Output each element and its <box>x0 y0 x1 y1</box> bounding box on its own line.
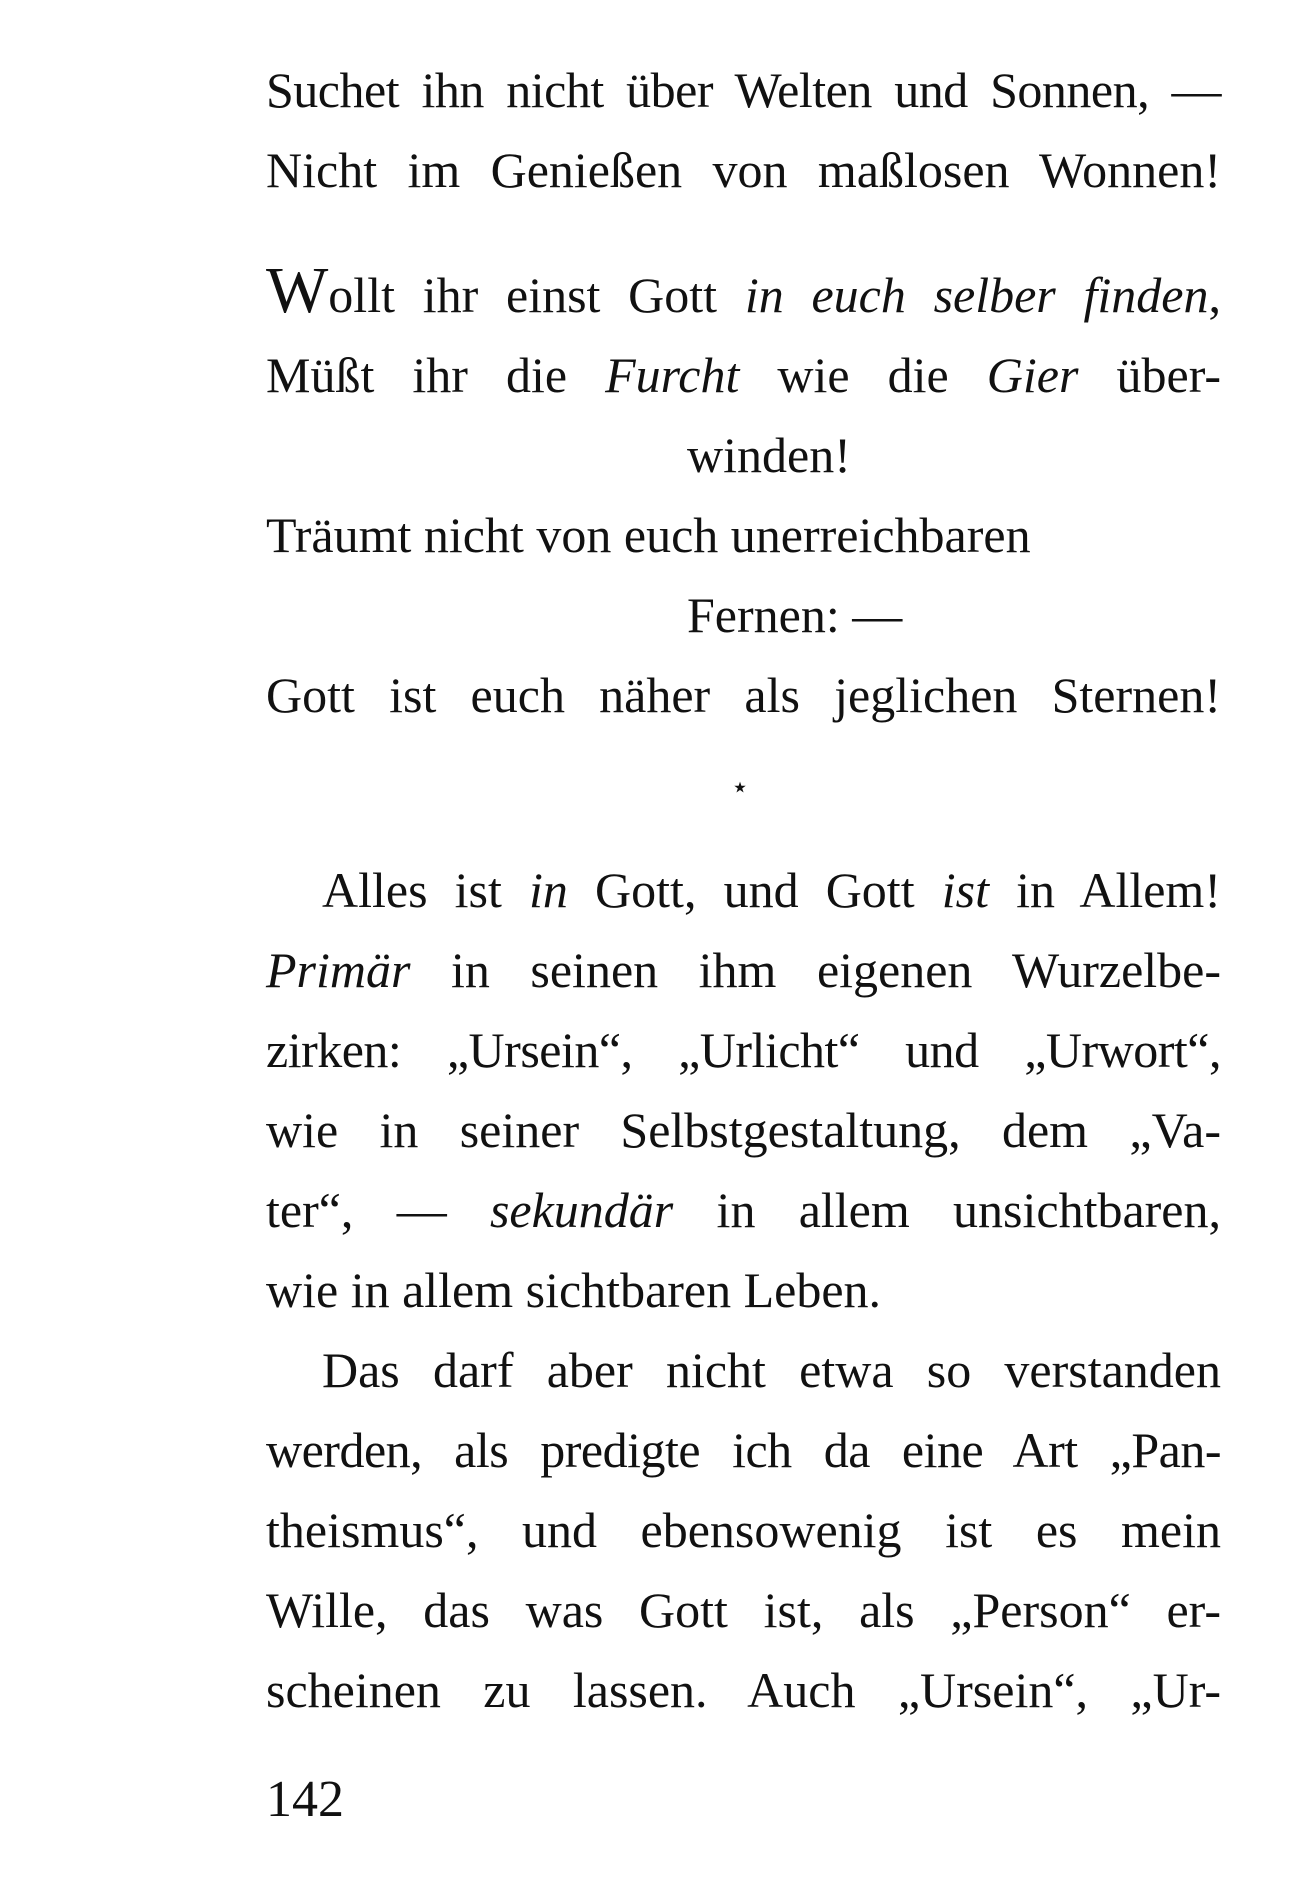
verse-continuation: winden! <box>687 427 851 483</box>
text-run: ter“, — <box>266 1182 490 1238</box>
italic-emphasis: sekundär <box>489 1182 674 1238</box>
prose-line: werden, als predigte ich da eine Art „Pan- <box>266 1422 1221 1478</box>
prose-line: Wille, das was Gott ist, als „Person“ er- <box>266 1582 1221 1638</box>
prose-line: zirken: „Ursein“, „Urlicht“ und „Urwort“, <box>266 1022 1221 1078</box>
italic-emphasis: Furcht <box>605 347 740 403</box>
italic-emphasis: ist <box>941 862 989 918</box>
verse-line: Träumt nicht von euch unerreichbaren <box>266 507 1031 563</box>
italic-emphasis: in <box>529 862 568 918</box>
italic-emphasis: Gier <box>986 347 1079 403</box>
text-run: in Allem! <box>988 862 1221 918</box>
prose-line: Das darf aber nicht etwa so verstanden <box>322 1342 1221 1398</box>
verse-line: Nicht im Genießen von maßlosen Wonnen! <box>266 142 1221 198</box>
initial-letter: W <box>266 254 329 327</box>
text-run: wie die <box>739 347 987 403</box>
italic-emphasis: Primär <box>266 942 411 998</box>
text-run: Alles ist <box>322 862 530 918</box>
page-number: 142 <box>266 1771 344 1828</box>
text-run: über- <box>1078 347 1221 403</box>
prose-line: scheinen zu lassen. Auch „Ursein“, „Ur- <box>266 1662 1221 1718</box>
prose-line <box>266 930 1221 1010</box>
prose-line: wie in seiner Selbstgestaltung, dem „Va- <box>266 1102 1221 1158</box>
text-run: , <box>1208 267 1221 323</box>
section-separator-star: ⋆ <box>730 771 750 804</box>
prose-line <box>322 850 1221 930</box>
verse-continuation: Fernen: — <box>687 587 903 643</box>
prose-line: wie in allem sichtbaren Leben. <box>266 1262 882 1318</box>
verse-line: Gott ist euch näher als jeglichen Sternen! <box>266 667 1221 723</box>
text-run: Müßt ihr die <box>266 347 606 403</box>
text-run: in allem unsichtbaren, <box>673 1182 1221 1238</box>
prose-line <box>266 1170 1221 1250</box>
verse-line <box>266 255 1221 335</box>
text-run: ollt ihr einst Gott <box>328 267 745 323</box>
verse-line: Suchet ihn nicht über Welten und Sonnen, — <box>266 62 1221 118</box>
text-run: in seinen ihm eigenen Wurzelbe- <box>410 942 1221 998</box>
italic-emphasis: in euch selber finden <box>744 267 1209 323</box>
prose-line: theismus“, und ebensowenig ist es mein <box>266 1502 1221 1558</box>
verse-line <box>266 335 1221 415</box>
text-run: Gott, und Gott <box>567 862 942 918</box>
